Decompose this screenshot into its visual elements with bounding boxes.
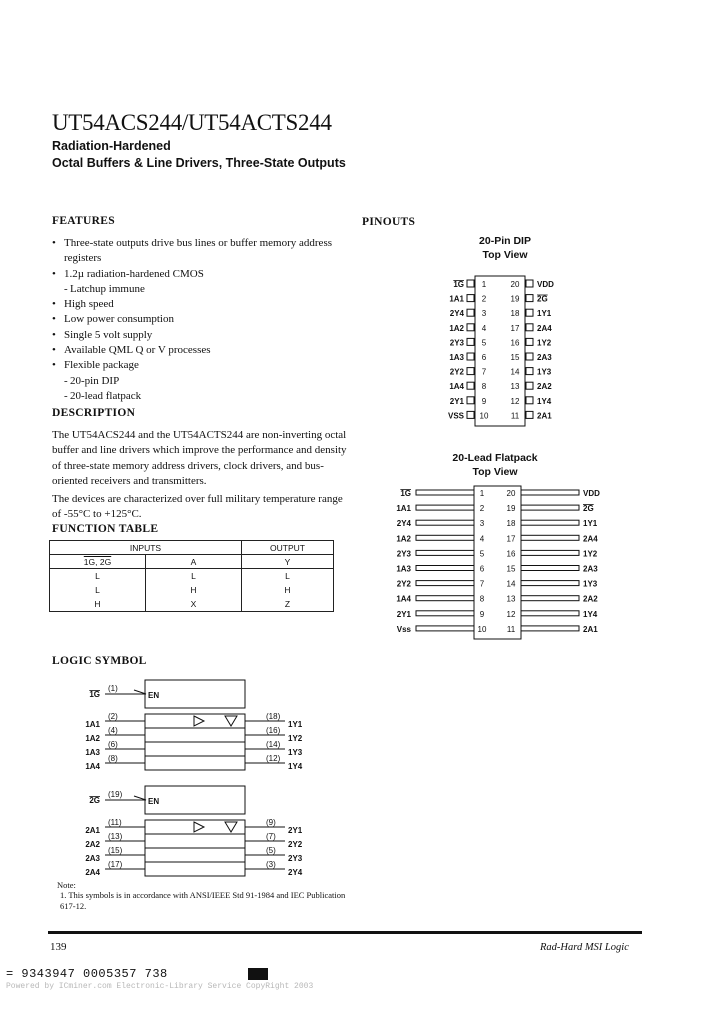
flatpack-lead-left	[416, 566, 474, 571]
flatpack-left-pin-name: 2Y2	[396, 579, 411, 589]
dip-pin-right	[526, 382, 533, 389]
dip-left-pin-name: 2Y2	[449, 367, 464, 377]
pinouts-heading: PINOUTS	[362, 216, 416, 228]
flatpack-left-pin-number: 7	[479, 579, 485, 589]
flatpack-right-pin-number: 17	[506, 534, 516, 544]
flatpack-lead-left	[416, 626, 474, 631]
input-pin-number: (4)	[108, 726, 118, 735]
flatpack-title: 20-Lead Flatpack	[452, 452, 538, 464]
function-table-heading: FUNCTION TABLE	[52, 523, 159, 535]
input-pin-number: (15)	[108, 846, 123, 855]
flatpack-right-pin-number: 12	[506, 609, 516, 619]
output-pin-name: 1Y1	[288, 720, 303, 729]
footer-rule	[48, 931, 642, 934]
enable-pin-name: 2G	[89, 796, 100, 805]
dip-pin-left	[467, 280, 474, 287]
dip-right-pin-name: 1Y4	[537, 396, 552, 406]
input-pin-name: 1A2	[85, 734, 100, 743]
three-state-icon	[225, 716, 237, 726]
flatpack-right-pin-name: VDD	[583, 489, 600, 498]
dip-left-pin-number: 8	[481, 382, 487, 392]
subtitle-line-2: Octal Buffers & Line Drivers, Three-State Outputs	[52, 156, 346, 170]
bullet-marker: •	[52, 237, 56, 249]
dip-right-pin-name: 1Y3	[537, 367, 552, 377]
flatpack-left-pin-number: 9	[479, 609, 485, 619]
dip-right-pin-number: 12	[510, 396, 520, 406]
dip-left-pin-number: 6	[481, 353, 487, 362]
dip-pin-left	[467, 295, 474, 302]
flatpack-left-pin-name: 1A3	[396, 564, 411, 574]
dip-left-pin-number: 4	[481, 323, 487, 333]
logic-symbol-heading: LOGIC SYMBOL	[52, 655, 147, 667]
input-pin-number: (2)	[108, 712, 118, 721]
flatpack-right-pin-number: 16	[506, 549, 516, 559]
bullet-marker: •	[52, 344, 56, 357]
dip-pin-right	[526, 368, 533, 375]
dip-right-pin-number: 17	[510, 323, 520, 333]
feature-text: 1.2µ radiation-hardened CMOS	[64, 267, 204, 280]
dip-right-pin-number: 20	[510, 280, 520, 289]
dip-left-pin-number: 10	[479, 411, 489, 421]
flatpack-lead-left	[416, 611, 474, 616]
flatpack-lead-left	[416, 581, 474, 586]
table-cell: Z	[242, 597, 334, 612]
flatpack-left-pin-name: Vss	[396, 624, 411, 634]
buffer-icon	[194, 716, 204, 726]
dip-pin-left	[467, 397, 474, 404]
flatpack-lead-left	[416, 505, 474, 510]
flatpack-right-pin-number: 14	[506, 579, 516, 589]
flatpack-right-pin-name: 2A3	[583, 564, 598, 574]
flatpack-right-pin-number: 15	[506, 564, 516, 574]
dip-pin-left	[467, 368, 474, 375]
output-pin-number: (9)	[266, 818, 276, 827]
flatpack-right-pin-name: 2A1	[583, 624, 598, 634]
flatpack-left-pin-name: 2Y4	[396, 519, 411, 529]
table-cell: L	[50, 569, 146, 584]
dip-pin-left	[467, 353, 474, 360]
output-pin-name: 1Y2	[288, 734, 303, 743]
output-pin-name: 1Y3	[288, 748, 303, 757]
col-header-y: Y	[242, 555, 334, 569]
dip-right-pin-number: 18	[510, 309, 520, 319]
feature-text: Low power consumption	[64, 313, 174, 326]
flatpack-lead-right	[521, 611, 579, 616]
dip-left-pin-name: 1G	[453, 280, 464, 289]
col-header-g: 1G, 2G	[50, 555, 146, 569]
dip-right-pin-name: 2G	[537, 294, 548, 304]
dip-pin-right	[526, 397, 533, 404]
feature-text: 20-lead flatpack	[70, 389, 142, 402]
enable-control-box	[145, 786, 245, 814]
flatpack-lead-left	[416, 490, 474, 495]
flatpack-left-pin-name: 1A4	[396, 594, 411, 604]
footer-section-label: Rad-Hard MSI Logic	[540, 942, 629, 953]
output-pin-number: (18)	[266, 712, 281, 721]
flatpack-left-pin-name: 2Y1	[396, 609, 411, 619]
flatpack-lead-right	[521, 550, 579, 555]
dip-pin-right	[526, 353, 533, 360]
flatpack-view-label: Top View	[472, 466, 518, 478]
flatpack-left-pin-number: 8	[479, 594, 485, 604]
description-paragraph-1: The UT54ACS244 and the UT54ACTS244 are non-inverting octal buffer and line drivers which improve the performance and density of three-state memory address drivers, clock drivers, and bus-oriented receivers and transmitters.	[52, 429, 347, 487]
flatpack-right-pin-name: 1Y2	[583, 549, 598, 559]
flatpack-lead-left	[416, 535, 474, 540]
dip-left-pin-name: VSS	[447, 411, 464, 421]
flatpack-left-pin-number: 6	[479, 564, 485, 574]
buffer-icon	[194, 822, 204, 832]
dip-title: 20-Pin DIP	[479, 235, 531, 247]
dip-left-pin-name: 1A3	[449, 353, 464, 362]
output-pin-number: (14)	[266, 740, 281, 749]
description-paragraph-2: The devices are characterized over full military temperature range of -55°C to +125°C.	[52, 493, 343, 521]
barcode-text: = 9343947 0005357 738	[6, 967, 168, 981]
output-pin-name: 1Y4	[288, 762, 303, 771]
flatpack-right-pin-name: 1Y1	[583, 519, 598, 529]
table-cell: L	[146, 569, 242, 584]
table-cell: L	[50, 583, 146, 597]
input-pin-name: 1A4	[85, 762, 100, 771]
flatpack-lead-right	[521, 505, 579, 510]
dip-right-pin-number: 14	[510, 367, 520, 377]
input-pin-number: (17)	[108, 860, 123, 869]
dip-pin-right	[526, 295, 533, 302]
dip-right-pin-name: 2A3	[537, 353, 552, 362]
flatpack-right-pin-number: 13	[506, 594, 516, 604]
flatpack-lead-right	[521, 535, 579, 540]
dip-pin-right	[526, 280, 533, 287]
bullet-marker: •	[52, 313, 56, 326]
dip-right-pin-number: 15	[510, 353, 520, 362]
flatpack-lead-left	[416, 596, 474, 601]
enable-pin-name: 1G	[89, 690, 100, 699]
bullet-marker: -	[64, 389, 68, 402]
flatpack-left-pin-name: 1A2	[396, 534, 411, 544]
input-pin-number: (8)	[108, 754, 118, 763]
flatpack-left-pin-number: 3	[479, 519, 485, 529]
output-pin-name: 2Y1	[288, 826, 303, 835]
flatpack-right-pin-name: 2A2	[583, 594, 598, 604]
flatpack-right-pin-name: 2A4	[583, 534, 598, 544]
col-header-a: A	[146, 555, 242, 569]
enable-pin-number: (1)	[108, 684, 118, 693]
dip-left-pin-name: 1A2	[449, 323, 464, 333]
three-state-icon	[225, 822, 237, 832]
dip-right-pin-name: 1Y1	[537, 309, 552, 319]
table-cell: L	[242, 569, 334, 584]
output-pin-name: 2Y2	[288, 840, 303, 849]
dip-right-pin-name: 1Y2	[537, 338, 552, 348]
flatpack-left-pin-number: 1	[479, 489, 485, 498]
dip-right-pin-name: 2A2	[537, 382, 552, 392]
enable-flag-icon	[134, 796, 146, 800]
dip-pin-right	[526, 309, 533, 316]
dip-pin-left	[467, 382, 474, 389]
input-pin-number: (6)	[108, 740, 118, 749]
inputs-header: INPUTS	[50, 541, 242, 555]
table-cell: X	[146, 597, 242, 612]
bullet-marker: •	[52, 267, 56, 280]
copyright-watermark: Powered by ICminer.com Electronic-Library Service CopyRight 2003	[6, 982, 314, 991]
bullet-marker: •	[52, 298, 56, 311]
input-pin-name: 2A2	[85, 840, 100, 849]
dip-right-pin-name: VDD	[537, 280, 554, 289]
flatpack-lead-right	[521, 520, 579, 525]
dip-right-pin-number: 19	[510, 294, 520, 304]
flatpack-left-pin-number: 10	[477, 624, 487, 634]
flatpack-lead-left	[416, 520, 474, 525]
dip-left-pin-name: 1A1	[449, 294, 464, 304]
flatpack-right-pin-name: 1Y4	[583, 609, 598, 619]
bullet-marker: -	[64, 282, 68, 295]
description-heading: DESCRIPTION	[52, 407, 136, 419]
dip-left-pin-name: 2Y4	[449, 309, 464, 319]
output-pin-number: (5)	[266, 846, 276, 855]
flatpack-left-pin-name: 1A1	[396, 504, 411, 514]
dip-right-pin-number: 13	[510, 382, 520, 392]
feature-text: High speed	[64, 298, 114, 311]
en-label: EN	[148, 691, 160, 700]
output-pin-number: (7)	[266, 832, 276, 841]
dip-right-pin-number: 16	[510, 338, 520, 348]
flatpack-lead-right	[521, 626, 579, 631]
feature-text: Three-state outputs drive bus lines or buffer memory address registers	[64, 237, 333, 265]
dip-pin-left	[467, 309, 474, 316]
enable-pin-number: (19)	[108, 790, 123, 799]
input-pin-name: 2A3	[85, 854, 100, 863]
output-pin-name: 2Y4	[288, 868, 303, 877]
dip-left-pin-number: 1	[481, 280, 487, 289]
feature-text: Available QML Q or V processes	[64, 344, 211, 357]
page-title: UT54ACS244/UT54ACTS244	[52, 110, 332, 135]
flatpack-left-pin-number: 4	[479, 534, 485, 544]
flatpack-right-pin-number: 19	[506, 504, 516, 514]
flatpack-left-pin-number: 5	[479, 549, 485, 559]
feature-text: 20-pin DIP	[70, 374, 120, 387]
flatpack-left-pin-name: 2Y3	[396, 549, 411, 559]
table-cell: H	[50, 597, 146, 612]
output-pin-name: 2Y3	[288, 854, 303, 863]
input-pin-name: 1A3	[85, 748, 100, 757]
dip-left-pin-number: 5	[481, 338, 487, 348]
dip-pin-right	[526, 411, 533, 418]
note-text: 1. This symbols is in accordance with ANSI/IEEE Std 91-1984 and IEC Publication 617-12.	[60, 890, 346, 911]
dip-view-label: Top View	[482, 249, 528, 261]
dip-right-pin-number: 11	[510, 411, 520, 421]
dip-left-pin-number: 9	[481, 396, 487, 406]
dip-pin-right	[526, 324, 533, 331]
bullet-marker: -	[64, 374, 68, 387]
feature-text: Single 5 volt supply	[64, 328, 153, 341]
flatpack-right-pin-number: 11	[506, 624, 516, 634]
input-pin-number: (11)	[108, 818, 122, 827]
subtitle-line-1: Radiation-Hardened	[52, 139, 171, 153]
flatpack-left-pin-number: 2	[479, 504, 485, 514]
enable-flag-icon	[134, 690, 146, 694]
input-pin-name: 1A1	[85, 720, 100, 729]
table-cell: H	[146, 583, 242, 597]
flatpack-right-pin-name: 1Y3	[583, 579, 598, 589]
dip-left-pin-number: 7	[481, 367, 487, 377]
flatpack-right-pin-number: 20	[506, 489, 516, 498]
dip-left-pin-name: 1A4	[449, 382, 464, 392]
flatpack-lead-right	[521, 566, 579, 571]
input-pin-number: (13)	[108, 832, 123, 841]
flatpack-left-pin-name: 1G	[400, 489, 411, 498]
input-pin-name: 2A4	[85, 868, 100, 877]
dip-left-pin-name: 2Y1	[449, 396, 464, 406]
note-heading: Note:	[57, 880, 76, 890]
flatpack-lead-right	[521, 581, 579, 586]
feature-text: Latchup immune	[70, 282, 145, 295]
dip-right-pin-name: 2A4	[537, 323, 552, 333]
page-number: 139	[50, 941, 67, 953]
dip-left-pin-number: 3	[481, 309, 487, 319]
output-pin-number: (16)	[266, 726, 281, 735]
barcode-block	[248, 968, 268, 980]
flatpack-lead-left	[416, 550, 474, 555]
flatpack-right-pin-number: 18	[506, 519, 516, 529]
dip-pin-left	[467, 411, 474, 418]
feature-text: Flexible package	[64, 359, 139, 372]
output-header: OUTPUT	[242, 541, 334, 555]
flatpack-lead-right	[521, 596, 579, 601]
flatpack-right-pin-name: 2G	[583, 504, 594, 514]
dip-right-pin-name: 2A1	[537, 411, 552, 421]
dip-pin-left	[467, 338, 474, 345]
input-pin-name: 2A1	[85, 826, 100, 835]
table-cell: H	[242, 583, 334, 597]
dip-left-pin-number: 2	[481, 294, 487, 304]
output-pin-number: (3)	[266, 860, 276, 869]
en-label: EN	[148, 797, 160, 806]
dip-pin-right	[526, 338, 533, 345]
dip-pin-left	[467, 324, 474, 331]
dip-left-pin-name: 2Y3	[449, 338, 464, 348]
bullet-marker: •	[52, 359, 56, 372]
bullet-marker: •	[52, 328, 56, 341]
enable-control-box	[145, 680, 245, 708]
flatpack-lead-right	[521, 490, 579, 495]
output-pin-number: (12)	[266, 754, 281, 763]
features-heading: FEATURES	[52, 215, 115, 227]
